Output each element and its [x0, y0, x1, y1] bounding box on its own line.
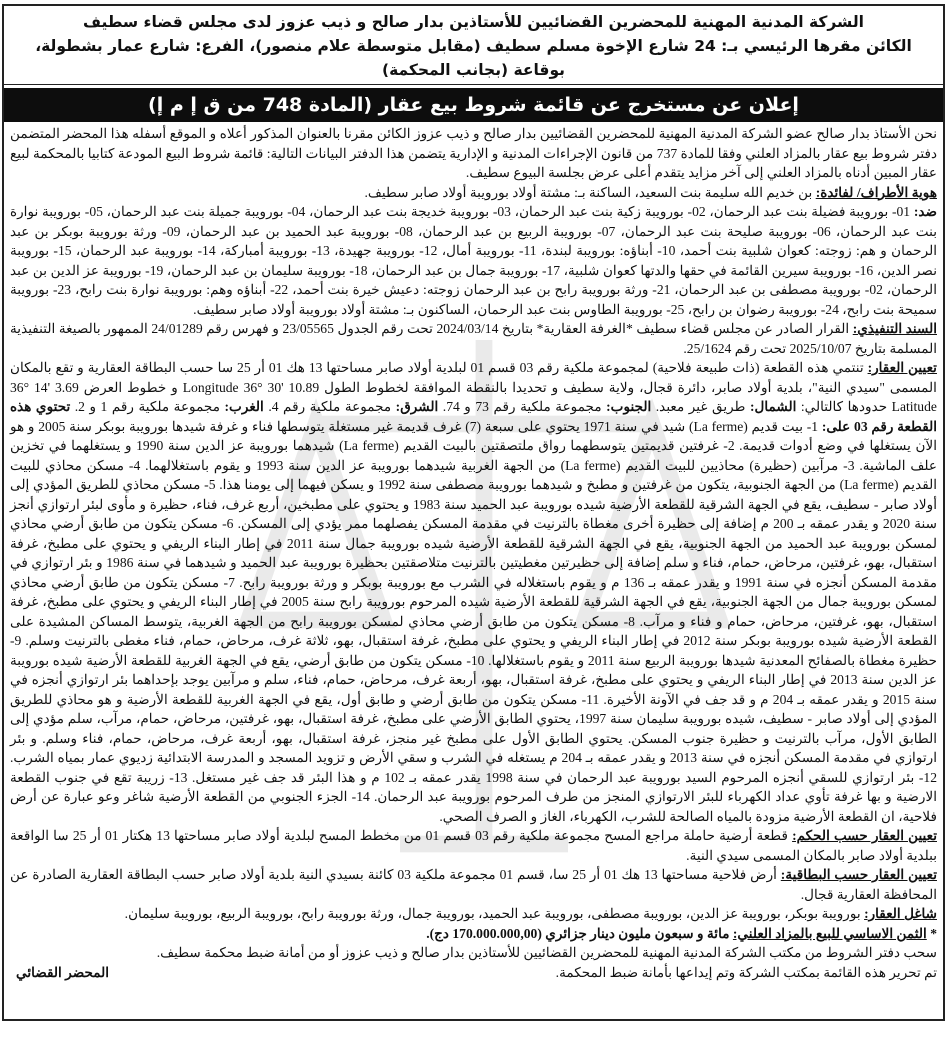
intro-paragraph: نحن الأستاذ بدار صالح عضو الشركة المدنية المهنية للمحضرين القضائيين بدار صالح و ذيب عزوز الكائن مقرنا بالعنوان المذكور أعلاه و الموقع أسفله هذا المحضر المتضمن دفتر شروط بيع عقار بالمزاد العلني وفقا للمادة 737 من قانون الإجراءات المدنية و الإدارية يتضمن هذا الدفتر البيانات التالية: قائمة شروط البيع المودعة كتابيا بالمحكمة لبيع عقار المبين أدناه بالمزاد العلني إلى آخر مزايد يتقدم أعلى عرض بجلسة البيوع سطيف.	[10, 126, 938, 180]
property-judgment	[10, 826, 937, 865]
footer-row	[10, 963, 937, 983]
property-judgment-label: تعيين العقار حسب الحكم:	[792, 828, 937, 843]
price-text: مائة و سبعون مليون دينار جزائري (170.000.000,00 دج).	[426, 925, 733, 941]
against-label: ضد:	[913, 204, 938, 219]
executive-title	[10, 319, 937, 358]
price-label: الثمن الاساسي للبيع بالمزاد العلني:	[732, 925, 927, 941]
property-judgment-text: قطعة أرضية حاملة مراجع المسح مجموعة ملكية رقم 03 قسم 01 من مخطط المسح لبلدية أولاد صابر مساحتها 13 هكتار 01 أر 25 سا الواقعة ببلدية أولاد صابر بالمكان المسمى سيدي النية.	[10, 828, 937, 863]
property-card-label: تعيين العقار حسب البطاقية:	[780, 867, 937, 882]
property-card-text: أرض فلاحية مساحتها 13 هك 01 أر 25 سا، قسم 01 مجموعة ملكية 03 كائنة بسيدي النية بلدية أولاد صابر حسب البطاقة العقارية الصادرة عن المحافظة العقارية قجال.	[10, 867, 937, 902]
parties-beneficiary	[10, 183, 937, 203]
drafted-note: تم تحرير هذه القائمة بمكتب الشركة وتم إيداعها بأمانة ضبط المحكمة.	[555, 964, 937, 980]
parties-label: هوية الأطراف/ لفائدة:	[815, 184, 937, 200]
base-price	[10, 924, 937, 944]
occupant-label: شاغل العقار:	[864, 906, 937, 921]
east-text: مجموعة ملكية رقم 4.	[263, 399, 396, 414]
occupant-text: بورويبة بوبكر، بورويبة عز الدين، بورويبة مصطفى، بورويبة عبد الحميد، بورويبة جمال، ورثة بورويبة رابح، بورويبة الربيع، بورويبة سليمان.	[124, 906, 865, 921]
against-text: 01- بورويبة فضيلة بنت عبد الرحمان، 02- بورويبة زكية بنت عبد الرحمان، 03- بورويبة خديجة بنت عبد الرحمان، 04- بورويبة جميلة بنت عبد الرحمان، 05- بورويبة نوارة بنت عبد الرحمان، 06- بورويبة صليحة بنت عبد الرحمان، 07- بورويبة الربيع بن عبد الرحمان، 08- بورويبة عبد الحميد بن عبد الرحمان، 09- ورثة بورويبة بوبكر بن عبد الرحمان و هم: زوجته: كعوان شلبية بنت أحمد، 10- أبناؤه: بورويبة لبندة، 11- بورويبة أمال، 12- بورويبة جهيدة، 13- بورويبة أمباركة، 14- بورويبة عبد الرحمان، 15- بورويبة نصر الدين، 16- بورويبة سيرين القائمة في حقها والدتها كعوان شلبية، 17- بورويبة جمال بن عبد الرحمان، 18- بورويبة سليمان بن عبد الرحمان، 19- بورويبة عز الدين بن عبد الرحمان، 02- بورويبة مصطفى بن عبد الرحمان، 21- ورثة بورويبة رابح بن عبد الرحمان زوجته: دعيش خيرة بنت أحمد، 22- أبناؤه وهم: بورويبة نوارة بنت رابح، 23- بورويبة سميحة بنت رابح، 24- بورويبة رضوان بن رابح، 25- بورويبة الطاوس بنت عبد الرحمان، الساكنون بـ: مشتة أولاد بورويبة أولاد صابر سطيف.	[10, 204, 938, 317]
south-text: مجموعة ملكية رقم 73 و 74.	[438, 399, 607, 414]
executive-title-label: السند التنفيذي:	[852, 321, 937, 336]
company-address: الكائن مقرها الرئيسي بـ: 24 شارع الإخوة مسلم سطيف (مقابل متوسطة علام منصور)، الفرع: شارع عمار بشطولة، بوقاعة (بجانب المحكمة)	[35, 37, 912, 79]
property-description	[10, 358, 937, 826]
east-label: الشرق:	[395, 399, 439, 414]
legal-notice	[2, 4, 945, 1021]
beneficiary-text: بن خديم الله سليمة بنت السعيد، الساكنة بـ: مشتة أولاد بورويبة أولاد صابر سطيف.	[364, 184, 816, 200]
north-text: طريق غير معبد.	[651, 399, 750, 414]
company-name: الشركة المدنية المهنية للمحضرين القضائيين للأستاذين بدار صالح و ذيب عزوز لدى مجلس قضاء سطيف	[83, 13, 864, 31]
west-text: مجموعة ملكية رقم 1 و 2.	[70, 399, 225, 414]
contains-label: تحتوي هذه القطعة رقم 03 على:	[10, 399, 938, 434]
property-card	[10, 865, 937, 904]
notice-body	[4, 122, 943, 982]
property-text: تنتمي هذه القطعة (ذات طبيعة فلاحية) لمجموعة ملكية رقم 03 قسم 01 لبلدية أولاد صابر مساحتها 13 هك 01 أر 25 سا حسب البطاقة العقارية و تقع بالمكان المسمى "سيدي النية"، بلدية أولاد صابر، دائرة قجال، ولاية سطيف و تحديدا بالنقطة الموافقة لخطوط الطول 10.89 '30 °36 Longitude و خطوط العرض 3.69 '14 °36 Latitude حدودها كالتالي:	[10, 360, 937, 414]
signature: المحضر القضائي	[16, 964, 110, 980]
occupant	[10, 904, 937, 924]
executive-title-text: القرار الصادر عن مجلس قضاء سطيف *الغرفة العقارية* بتاريخ 2024/03/14 تحت رقم الجدول 23/05565 و فهرس رقم 24/01289 الممهور بالصيغة التنفيذية المسلمة بتاريخ 2025/10/07 تحت رقم 25/1624.	[10, 321, 937, 356]
parties-against	[10, 202, 937, 319]
property-label: تعيين العقار:	[867, 360, 937, 375]
price-prefix: *	[926, 925, 937, 941]
notice-title: إعلان عن مستخرج عن قائمة شروط بيع عقار (المادة 748 من ق إ م إ)	[4, 88, 943, 122]
south-label: الجنوب:	[606, 399, 652, 414]
north-label: الشمال:	[749, 399, 797, 414]
west-label: الغرب:	[224, 399, 264, 414]
contents-text: 1- بيت قديم (La ferme) شيد في سنة 1971 يحتوي على سبعة (7) غرف قديمة غير مستغلة يتوسطها فناء و غرفة شيدها بورويبة بوبكر سنة 2005 و هو الآن يستغلها في وضع أدوات قديمة. 2- غرفتين قديمتين يتوسطهما رواق ملتصقتين بالبيت القديم (La ferme) شيدهما بورويبة عز الدين سنة 1990 و يستغلهما في تخزين علف الماشية. 3- مرآبين (حظيرة) محاذيين للبيت القديم (La ferme) من الجهة الغربية شيدهما بورويبة عز الدين سنة 1993 و يقوم باستغلالهما. 4- مسكن محاذي للبيت القديم (La ferme) من الجهة الجنوبية، يتكون من غرفتين و مطبخ و شيدهما بورويبة مصطفى سنة 1992 و يسكن فيهما إلى يومنا هذا. 5- مسكن محاذي للطريق المؤدي إلى أولاد صابر - سطيف، يقع في الجهة الشرقية للقطعة الأرضية شيده بورويبة عبد الحميد سنة 1983 و يحتوي على مطبخين، أربع غرف، فناء، حظيرة و مأوى لبئر ارتوازي أنجز سنة 2020 و يقدر عمقه بـ 200 م إضافة إلى حظيرة أخرى مغطاة بالترنيت في مقدمة المسكن يفصلهما ممر يؤدي إلى المسكن. 6- مسكن يتكون من طابق أرضي محاذي لمسكن بورويبة عبد الحميد من الجهة الجنوبية، يقع في الجهة الشرقية للقطعة الأرضية شيده بورويبة جمال سنة 2011 في إطار البناء الريفي و يحتوي على مطبخ، غرفة استقبال، بهو، غرفتين، مرحاض، حمام، فناء و سلم إضافة إلى حظيرتين مغطيتين بالترنيت متلاصقتين بحظيرة بورويبة عبد الحميد و شيدهما في سنة 1986 و بئر ارتوازي في مقدمة المسكن أنجزه في سنة 1991 و يقدر عمقه بـ 136 م و يقوم باستغلاله في الشرب مع بورويبة بوبكر و ورثة بورويبة رابح. 7- مسكن يتكون من طابق أرضي محاذي لمسكن بورويبة جمال من الجهة الجنوبية، يقع في الجهة الشرقية للقطعة الأرضية شيده المرحوم بورويبة رابح سنة 2005 في إطار البناء الريفي و يحتوي على مطبخ، غرفة استقبال، بهو، غرفتين، مرحاض، حمام و فناء و مرآب. 8- مسكن يتكون من طابق أرضي محاذي لمسكن بورويبة رابح من الجهة الغربية، يتوسط المساكن المشيدة على القطعة الأرضية شيده بورويبة بوبكر سنة 2012 في إطار البناء الريفي و يحتوي على مطبخ، غرفة استقبال، بهو، ثلاثة غرف، مرحاض، حمام، فناء مغطى بالترنيت وسلم. 9- حظيرة مغطاة بالصفائح المعدنية شيدها بورويبة الربيع سنة 2011 و يقوم باستغلالها. 10- مسكن يتكون من طابق أرضي، يقع في الجهة الغربية للقطعة الأرضية شيده بورويبة عز الدين سنة 2013 في إطار البناء الريفي و يحتوي على مطبخ، غرفة استقبال، بهو، أربعة غرف، مرحاض، حمام، فناء، سلم و مرآبين يوجد بإحداهما بئر ارتوازي أنجزه في سنة 2015 و يقدر عمقه بـ 204 م و قد جف في الآونة الأخيرة. 11- مسكن يتكون من طابق أرضي و طابق أول، يقع في الجهة الغربية للقطعة الأرضية و هو محاذي للطريق المؤدي إلى أولاد صابر - سطيف، شيده بورويبة سليمان سنة 1997، يحتوي الطابق الأرضي على مطبخ، غرفة استقبال، بهو، غرفتين، مرحاض، حمام، مرآب، سلم مؤدي إلى الطابق الأول، مرآب بالترنيت و حظيرة جنوب المسكن. يحتوي الطابق الأول على مطبخ غير منجز، غرفة استقبال، بهو، أربعة غرف، مرحاض، حمام، فناء وسلم. و بئر ارتوازي في مقدمة المسكن أنجزه في سنة 2013 و يقدر عمقه بـ 204 م يستغله في الشرب و سقي الأرض و تزويد المسجد و المدرسة الابتدائية زديوي عمار بمياه الشرب. 12- بئر ارتوازي للسقي أنجزه المرحوم السيد بورويبة عبد الرحمان في سنة 1998 يقدر عمقه بـ 102 م و هذا البئر قد جف غير مستغل. 13- زريبة تقع في جنوب القطعة الارضية و بها غرفة تأوي عداد الكهرباء للبئر الارتوازي المنجز من طرف المرحوم بورويبة عبد الرحمان. 14- الجزء الجنوبي من القطعة الأرضية شاغر وعو عبارة عن أرض فلاحية، ان القطعة الأرضية مزودة بالمياه الصالحة للشرب، الكهرباء، الغاز و الصرف الصحي.	[10, 418, 938, 824]
notice-header	[4, 6, 943, 85]
withdraw-note: سحب دفتر الشروط من مكتب الشركة المدنية المهنية للمحضرين القضائيين للأستاذين بدار صالح و ذيب عزوز أو من أمانة ضبط محكمة سطيف.	[156, 945, 937, 960]
